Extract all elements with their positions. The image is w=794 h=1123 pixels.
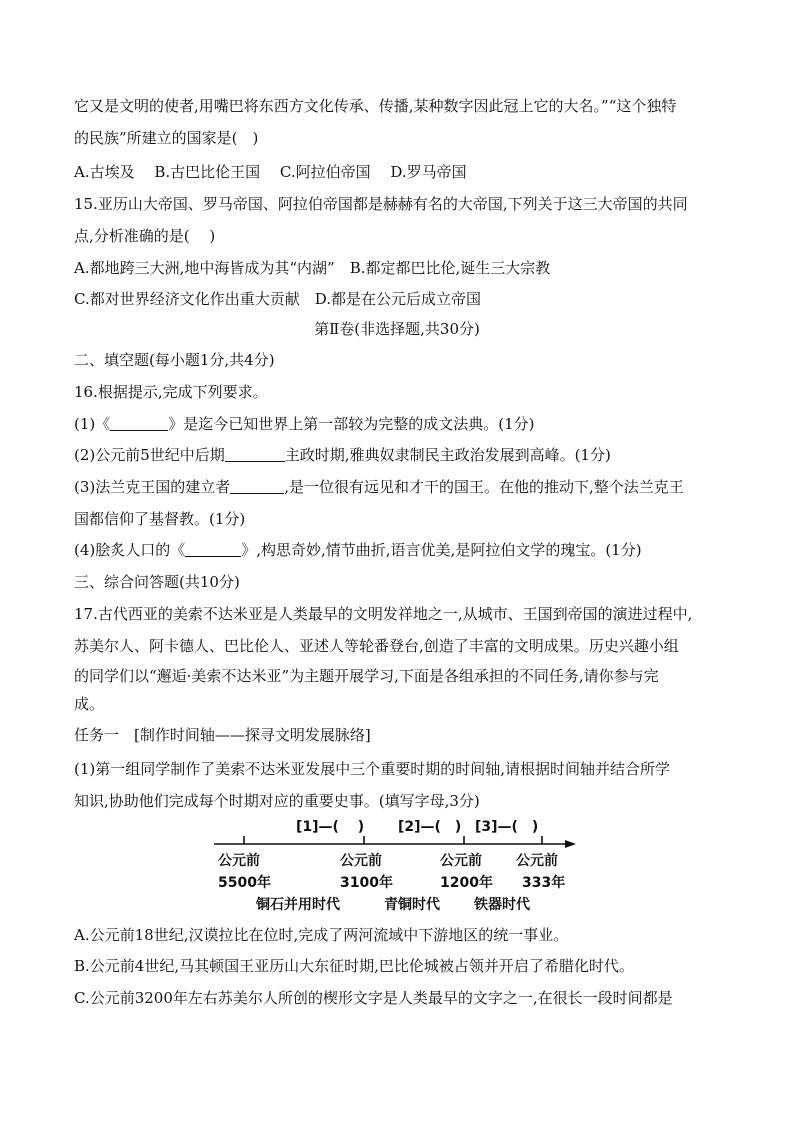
text-segment: (4)脍炙人口的《 xyxy=(74,541,186,559)
q15-options-cd: C.都对世界经济文化作出重大贡献 D.都是在公元后成立帝国 xyxy=(74,290,481,308)
text-segment: (3)法兰克王国的建立者 xyxy=(74,478,231,496)
text-line: 成。 xyxy=(74,695,105,713)
text-segment: 主政时期,雅典奴隶制民主政治发展到高峰。(1分) xyxy=(284,446,611,464)
tick-label-year: 333年 xyxy=(522,875,566,891)
q15-stem: 15.亚历山大帝国、罗马帝国、阿拉伯帝国都是赫赫有名的大帝国,下列关于这三大帝国的共同 xyxy=(74,195,688,213)
period-label: 青铜时代 xyxy=(384,897,440,913)
q17-stem: 17.古代西亚的美索不达米亚是人类最早的文明发祥地之一,从城市、王国到帝国的演进过程中, xyxy=(74,605,693,623)
text-line: 知识,协助他们完成每个时期对应的重要史事。(填写字母,3分) xyxy=(74,792,480,810)
text-segment: (2)公元前5世纪中后期 xyxy=(74,446,225,464)
text-segment: (1)《 xyxy=(74,415,111,433)
text-segment: 》是迄今已知世界上第一部较为完整的成文法典。(1分) xyxy=(168,415,535,433)
section-heading-fill: 二、填空题(每小题1分,共4分) xyxy=(74,351,275,369)
answer-blank[interactable] xyxy=(110,415,168,431)
q16-item-4 xyxy=(74,540,734,560)
q16-stem: 16.根据提示,完成下列要求。 xyxy=(74,383,268,401)
arrow-head xyxy=(565,840,576,848)
timeline-blank-1: [1]—( ) xyxy=(296,819,365,835)
q16-item-3 xyxy=(74,477,734,497)
q16-item-2 xyxy=(74,445,734,465)
text-line: 的民族”所建立的国家是( ) xyxy=(74,129,259,147)
timeline-blank-2: [2]—( ) xyxy=(398,819,462,835)
text-line: 国都信仰了基督教。(1分) xyxy=(74,510,246,528)
answer-blank[interactable] xyxy=(225,446,285,462)
q16-item-1 xyxy=(74,414,734,434)
text-line: 它又是文明的使者,用嘴巴将东西方文化传承、传播,某种数字因此冠上它的大名。”“这个独特 xyxy=(74,97,677,115)
period-label: 铁器时代 xyxy=(474,897,530,913)
section-title: 第Ⅱ卷(非选择题,共30分) xyxy=(314,320,480,338)
tick-label-year: 5500年 xyxy=(218,875,271,891)
tick-label-era: 公元前 xyxy=(340,853,382,869)
answer-blank[interactable] xyxy=(230,478,284,494)
text-segment: ,是一位很有远见和才干的国王。在他的推动下,整个法兰克王 xyxy=(284,478,684,496)
task-one-heading: 任务一 [制作时间轴——探寻文明发展脉络] xyxy=(74,726,371,744)
section-heading-essay: 三、综合问答题(共10分) xyxy=(74,573,240,591)
tick-label-year: 3100年 xyxy=(340,875,393,891)
q14-options: A.古埃及 B.古巴比伦王国 C.阿拉伯帝国 D.罗马帝国 xyxy=(74,163,467,181)
tick-label-era: 公元前 xyxy=(218,853,260,869)
option-b: B.公元前4世纪,马其顿国王亚历山大东征时期,巴比伦城被占领并开启了希腊化时代。 xyxy=(74,957,634,975)
tick-label-era: 公元前 xyxy=(516,853,558,869)
option-c: C.公元前3200年左右苏美尔人所创的楔形文字是人类最早的文字之一,在很长一段时间都是 xyxy=(74,989,673,1007)
tick-label-era: 公元前 xyxy=(440,853,482,869)
answer-blank[interactable] xyxy=(185,541,241,557)
text-line: 的同学们以“邂逅·美索不达米亚”为主题开展学习,下面是各组承担的不同任务,请你参与完 xyxy=(74,667,659,685)
timeline-blank-3: [3]—( ) xyxy=(475,819,539,835)
q15-options-ab: A.都地跨三大洲,地中海皆成为其“内湖” B.都定都巴比伦,诞生三大宗教 xyxy=(74,259,551,277)
period-label: 铜石并用时代 xyxy=(256,897,340,913)
text-segment: 》,构思奇妙,情节曲折,语言优美,是阿拉伯文学的瑰宝。(1分) xyxy=(241,541,642,559)
option-a: A.公元前18世纪,汉谟拉比在位时,完成了两河流域中下游地区的统一事业。 xyxy=(74,926,569,944)
tick-label-year: 1200年 xyxy=(440,875,493,891)
text-line: 点,分析准确的是( ) xyxy=(74,227,216,245)
q17-part-1: (1)第一组同学制作了美索不达米亚发展中三个重要时期的时间轴,请根据时间轴并结合所学 xyxy=(74,760,671,778)
text-line: 苏美尔人、阿卡德人、巴比伦人、亚述人等轮番登台,创造了丰富的文明成果。历史兴趣小组 xyxy=(74,637,679,655)
